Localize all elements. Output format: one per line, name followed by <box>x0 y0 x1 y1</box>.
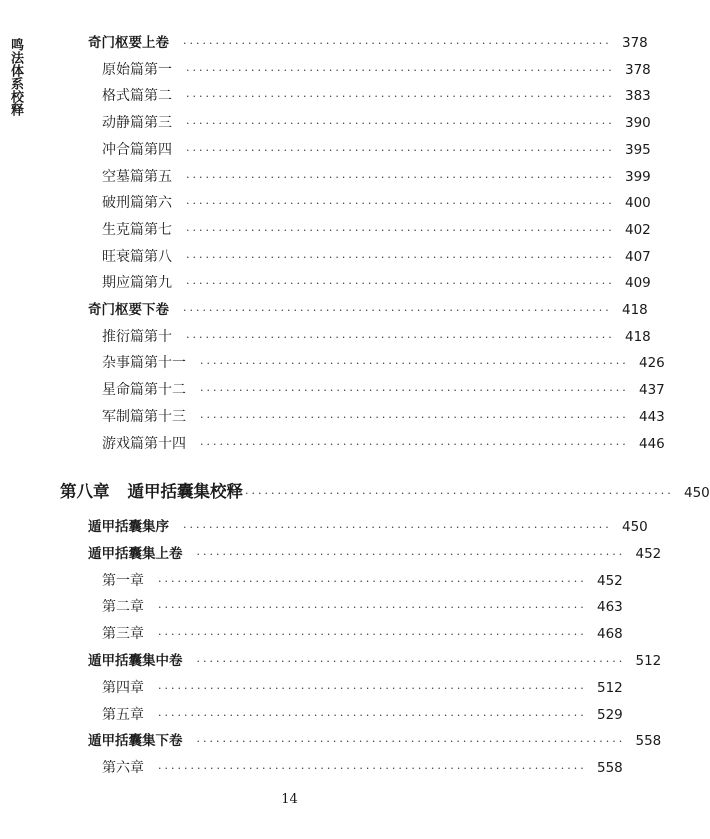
toc-entry-title: 第二章 <box>102 599 144 616</box>
toc-entry-page: 463 <box>597 599 623 616</box>
toc-entry-page: 399 <box>625 168 651 185</box>
chapter-title: 遁甲括囊集校释 <box>127 482 243 501</box>
toc-entry[interactable] <box>102 352 665 374</box>
chapter-number: 第八章 <box>60 482 110 501</box>
toc-entry-page: 468 <box>597 626 623 643</box>
toc-entry[interactable] <box>102 192 651 214</box>
toc-entry-title: 第三章 <box>102 626 144 643</box>
toc-entry-page: 383 <box>625 88 651 105</box>
leader-dots: ·································································· <box>158 762 587 776</box>
leader-dots: ·································································· <box>245 487 674 500</box>
toc-entry-title: 期应篇第九 <box>102 275 172 292</box>
toc-entry[interactable] <box>102 219 651 241</box>
toc-entry[interactable] <box>102 112 651 134</box>
toc-entry-title: 冲合篇第四 <box>102 141 172 158</box>
leader-dots: ·································································· <box>186 170 615 184</box>
toc-entry-page: 400 <box>625 195 651 212</box>
toc-entry-page: 378 <box>625 61 651 78</box>
toc-entry-title: 格式篇第二 <box>102 88 172 105</box>
toc-entry-page: 437 <box>639 382 665 399</box>
toc-entry-title: 遁甲括囊集中卷 <box>88 653 183 669</box>
toc-entry[interactable] <box>102 433 665 455</box>
toc-entry[interactable] <box>102 379 665 401</box>
toc-entry-title: 旺衰篇第八 <box>102 248 172 265</box>
toc-entry-page: 529 <box>597 706 623 723</box>
toc-entry-title: 杂事篇第十一 <box>102 355 186 372</box>
leader-dots: ·································································· <box>183 304 612 317</box>
running-title: 鸣法体系校释 <box>8 38 23 116</box>
toc-entry-page: 407 <box>625 248 651 265</box>
leader-dots: ·································································· <box>186 63 615 77</box>
toc-entry-page: 446 <box>639 435 665 452</box>
toc-entry-title: 推衍篇第十 <box>102 328 172 345</box>
toc-entry-page: 558 <box>635 733 662 750</box>
toc-entry[interactable] <box>102 570 623 592</box>
toc-entry-title: 动静篇第三 <box>102 115 172 132</box>
leader-dots: ·································································· <box>200 437 629 451</box>
toc-entry-page: 443 <box>639 408 665 425</box>
toc-entry[interactable] <box>102 757 623 779</box>
leader-dots: ·································································· <box>186 223 615 237</box>
toc-entry-page: 450 <box>622 519 648 535</box>
toc-entry-page: 426 <box>639 355 665 372</box>
chapter-page: 450 <box>684 485 710 501</box>
toc-entry-title: 第五章 <box>102 706 144 723</box>
toc-entry-title: 游戏篇第十四 <box>102 435 186 452</box>
toc-entry[interactable] <box>102 326 651 348</box>
toc-entry-page: 409 <box>625 275 651 292</box>
toc-entry[interactable] <box>88 516 648 538</box>
toc-entry-title: 军制篇第十三 <box>102 408 186 425</box>
toc-entry-page: 512 <box>635 653 662 669</box>
toc-entry[interactable] <box>88 650 662 672</box>
toc-entry[interactable] <box>102 596 623 618</box>
toc-entry-page: 402 <box>625 221 651 238</box>
toc-entry-title: 遁甲括囊集上卷 <box>88 545 183 562</box>
toc-entry-page: 378 <box>622 35 648 51</box>
toc-entry[interactable] <box>88 543 662 565</box>
leader-dots: ·································································· <box>200 410 629 424</box>
toc-entry-title: 遁甲括囊集序 <box>88 519 169 535</box>
leader-dots: ·································································· <box>196 547 626 561</box>
toc-entry[interactable] <box>88 299 648 321</box>
toc-entry[interactable] <box>102 85 651 107</box>
toc-entry-page: 452 <box>635 545 662 562</box>
toc-entry[interactable] <box>102 59 651 81</box>
toc-entry-title: 第四章 <box>102 679 144 696</box>
toc-entry-title: 第六章 <box>102 760 144 777</box>
toc-entry-page: 558 <box>597 760 623 777</box>
leader-dots: ·································································· <box>186 277 615 291</box>
toc-entry-title: 奇门枢要上卷 <box>88 35 169 51</box>
toc-entry-page: 418 <box>622 302 648 318</box>
toc-entry-title: 空墓篇第五 <box>102 168 172 185</box>
toc-entry-title: 第一章 <box>102 572 144 589</box>
leader-dots: ·································································· <box>196 735 626 749</box>
toc-entry[interactable] <box>102 246 651 268</box>
leader-dots: ·································································· <box>196 655 626 668</box>
toc-entry[interactable] <box>88 730 662 752</box>
toc-entry-title: 原始篇第一 <box>102 61 172 78</box>
toc-entry-page: 512 <box>597 679 623 696</box>
leader-dots: ·································································· <box>186 117 615 131</box>
leader-dots: ·································································· <box>158 574 587 588</box>
leader-dots: ·································································· <box>158 628 587 642</box>
leader-dots: ·································································· <box>200 357 629 371</box>
leader-dots: ·································································· <box>158 681 587 695</box>
toc-entry-title: 遁甲括囊集下卷 <box>88 733 183 750</box>
leader-dots: ·································································· <box>186 197 615 211</box>
toc-entry-page: 390 <box>625 115 651 132</box>
toc-chapter-row[interactable] <box>60 478 710 506</box>
leader-dots: ·································································· <box>183 37 612 50</box>
toc-entry[interactable] <box>88 32 648 54</box>
toc-entry-title: 生克篇第七 <box>102 221 172 238</box>
toc-entry-page: 395 <box>625 141 651 158</box>
toc-entry[interactable] <box>102 272 651 294</box>
leader-dots: ·································································· <box>158 708 587 722</box>
toc-entry-title: 奇门枢要下卷 <box>88 302 169 318</box>
toc-entry-page: 418 <box>625 328 651 345</box>
leader-dots: ·································································· <box>183 521 612 534</box>
chapter-heading <box>60 478 243 506</box>
leader-dots: ·································································· <box>186 90 615 104</box>
toc-entry-title: 星命篇第十二 <box>102 382 186 399</box>
leader-dots: ·································································· <box>186 250 615 264</box>
toc-entry[interactable] <box>102 139 651 161</box>
toc-entry-title: 破刑篇第六 <box>102 195 172 212</box>
leader-dots: ·································································· <box>200 384 629 398</box>
toc-entry[interactable] <box>102 623 623 645</box>
leader-dots: ·································································· <box>186 330 615 344</box>
leader-dots: ·································································· <box>186 143 615 157</box>
toc-entry[interactable] <box>102 166 651 188</box>
toc-entry[interactable] <box>102 704 623 726</box>
toc-entry[interactable] <box>102 406 665 428</box>
leader-dots: ·································································· <box>158 601 587 615</box>
toc-entry-page: 452 <box>597 572 623 589</box>
page-number: 14 <box>281 792 298 807</box>
toc-entry[interactable] <box>102 677 623 699</box>
